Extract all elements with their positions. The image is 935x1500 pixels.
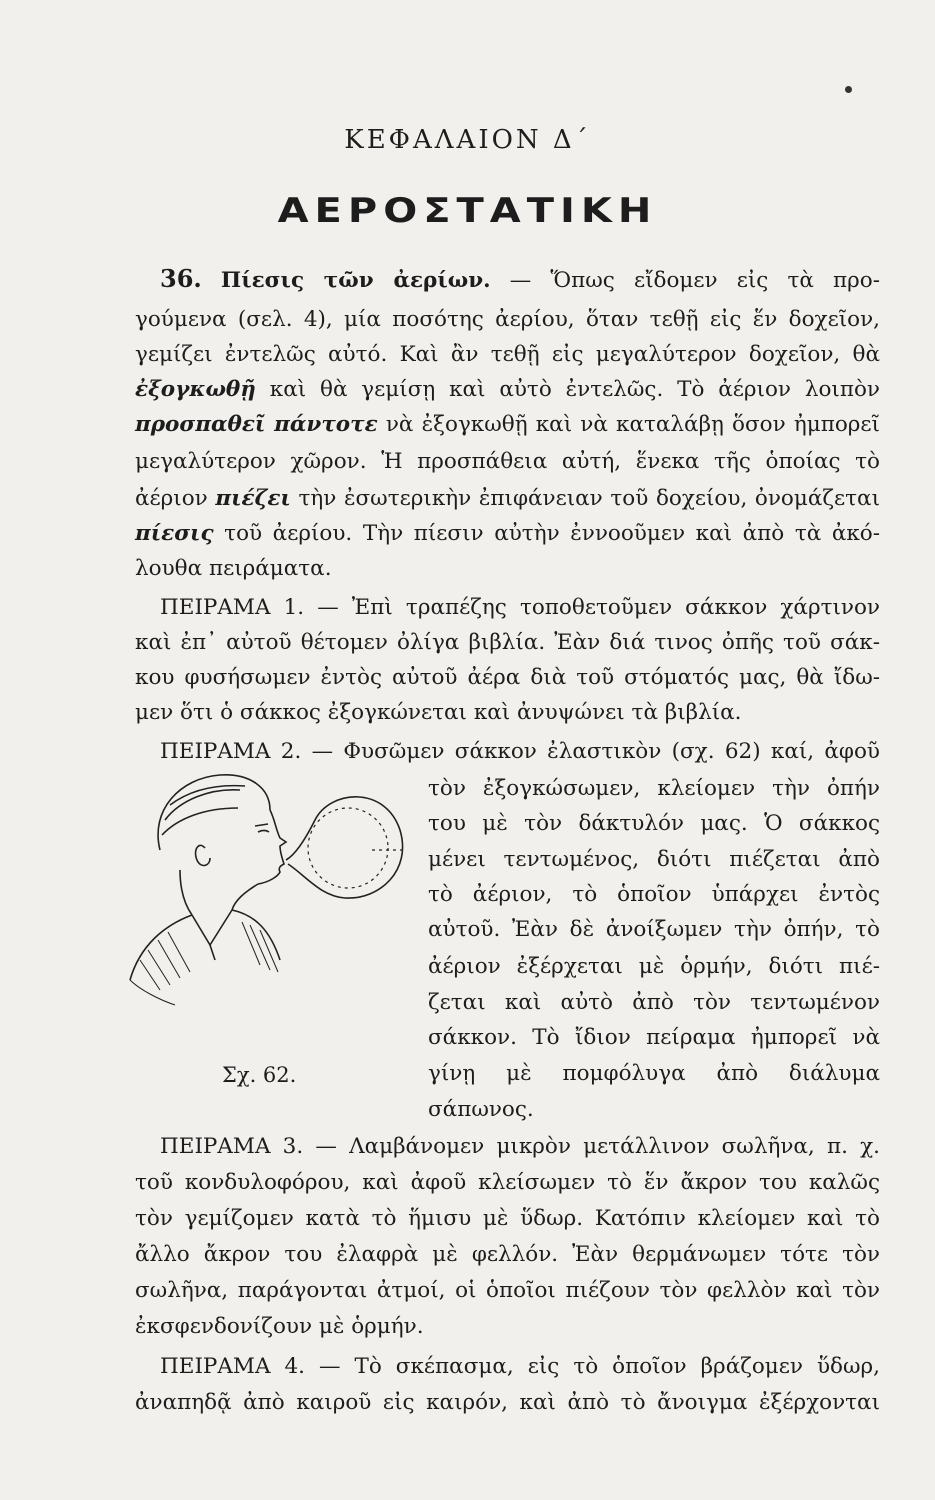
text-line: — Ὅπως εἴδομεν εἰς τὰ προ- [509,268,880,293]
text-line: γίνῃ μὲ πομφόλυγα ἀπὸ διάλυμα [428,1061,880,1086]
text-fragment: — Τὸ σκέπασμα, εἰς τὸ ὁποῖον βράζομεν ὕδωρ, [319,1354,881,1379]
section-heading: Πίεσις τῶν ἀερίων. [220,268,491,293]
text-line: τὸν γεμίζομεν κατὰ τὸ ἥμισυ μὲ ὕδωρ. Κατόπιν κλείομεν καὶ τὸ [135,1206,880,1231]
text-line: ἐκσφενδονίζουν μὲ ὁρμήν. [135,1314,424,1339]
text-line-with-emphasis [135,373,880,406]
text-line: μεν ὅτι ὁ σάκκος ἐξογκώνεται καὶ ἀνυψώνει τὰ βιβλία. [135,700,742,725]
text-fragment: νὰ ἐξογκωθῇ καὶ νὰ καταλάβῃ ὅσον ἠμπορεῖ [385,412,880,437]
text-line: λουθα πειράματα. [135,556,332,581]
text-line: γεμίζει ἐντελῶς αὐτό. Καὶ ἂν τεθῇ εἰς μεγαλύτερον δοχεῖον, θὰ [135,342,880,367]
experiment-3-first-line [160,1130,880,1163]
text-line-with-emphasis [135,482,880,515]
text-line: τοῦ κονδυλοφόρου, καὶ ἀφοῦ κλείσωμεν τὸ ἕν ἄκρον του καλῶς [135,1170,880,1195]
text-line: σωλῆνα, παράγονται ἀτμοί, οἱ ὁποῖοι πιέζουν τὸν φελλὸν καὶ τὸν [135,1278,880,1303]
text-line: του μὲ τὸν δάκτυλόν μας. Ὁ σάκκος [428,811,880,836]
chapter-title: ΑΕΡΟΣΤΑΤΙΚΗ [277,191,658,231]
text-line: μεγαλύτερον χῶρον. Ἡ προσπάθεια αὐτή, ἕνεκα τῆς ὁποίας τὸ [135,449,880,474]
text-line: κου φυσήσωμεν ἐντὸς αὐτοῦ ἀέρα διὰ τοῦ στόματός μας, θὰ ἴδω- [135,665,880,690]
text-fragment: — Φυσῶμεν σάκκον ἐλαστικὸν (σχ. 62) καί, ἀφοῦ [311,739,881,764]
section-first-line [160,262,880,295]
text-fragment: — Ἐπὶ τραπέζης τοποθετοῦμεν σάκκον χάρτινον [317,595,880,620]
text-line: μένει τεντωμένος, διότι πιέζεται ἀπὸ [428,847,880,872]
text-line: ζεται καὶ αὐτὸ ἀπὸ τὸν τεντωμένον [428,990,880,1015]
text-line: ἀέριον ἐξέρχεται μὲ ὁρμήν, διότι πιέ- [428,954,880,979]
experiment-label: ΠΕΙΡΑΜΑ 3. [160,1134,304,1159]
figure-caption: Σχ. 62. [222,1063,297,1087]
emphasis-word: πιέζει [215,486,291,511]
figure-boy-blowing-balloon [120,760,415,1060]
text-line: τὸν ἐξογκώσωμεν, κλείομεν τὴν ὀπήν [428,776,880,801]
text-line: ἀναπηδᾷ ἀπὸ καιροῦ εἰς καιρόν, καὶ ἀπὸ τὸ ἄνοιγμα ἐξέρχονται [135,1390,880,1415]
emphasis-word: πίεσις [135,521,214,546]
experiment-4-first-line [160,1350,880,1383]
text-line: σάπωνος. [428,1097,534,1122]
section-number: 36. [160,264,202,293]
text-fragment: καὶ θὰ γεμίσῃ καὶ αὐτὸ ἐντελῶς. Τὸ ἀέριον λοιπὸν [269,377,880,402]
text-fragment: τοῦ ἀερίου. Τὴν πίεσιν αὐτὴν ἐννοοῦμεν καὶ ἀπὸ τὰ ἀκό- [224,521,881,546]
text-fragment: ἀέριον [135,486,208,511]
emphasis-word: προσπαθεῖ πάντοτε [135,412,378,437]
experiment-label: ΠΕΙΡΑΜΑ 1. [160,595,305,620]
text-line: σάκκον. Τὸ ἴδιον πείραμα ἠμπορεῖ νὰ [428,1025,880,1050]
experiment-label: ΠΕΙΡΑΜΑ 4. [160,1354,305,1379]
text-line: ἄλλο ἄκρον του ἐλαφρὰ μὲ φελλόν. Ἐὰν θερμάνωμεν τότε τὸν [135,1242,880,1267]
text-fragment: — Λαμβάνομεν μικρὸν μετάλλινον σωλῆνα, π. χ. [315,1134,880,1159]
text-line: καὶ ἐπ᾿ αὐτοῦ θέτομεν ὀλίγα βιβλία. Ἐὰν διά τινος ὀπῆς τοῦ σάκ- [135,630,880,655]
experiment-label: ΠΕΙΡΑΜΑ 2. [160,739,302,764]
text-line-with-emphasis [135,517,880,550]
text-line: τὸ ἀέριον, τὸ ὁποῖον ὑπάρχει ἐντὸς [428,882,880,907]
chapter-heading: ΚΕΦΑΛΑΙΟΝ Δ΄ [344,125,591,155]
text-fragment: τὴν ἐσωτερικὴν ἐπιφάνειαν τοῦ δοχείου, ὀνομάζεται [298,486,881,511]
text-line: γούμενα (σελ. 4), μία ποσότης ἀερίου, ὅταν τεθῇ εἰς ἕν δοχεῖον, [135,307,880,332]
text-line-with-emphasis [135,408,880,441]
text-line: αὐτοῦ. Ἐὰν δὲ ἀνοίξωμεν τὴν ὀπήν, τὸ [428,917,880,942]
emphasis-word: ἐξογκωθῇ [135,377,256,402]
experiment-1-first-line [160,591,880,624]
ink-speck [845,86,852,93]
